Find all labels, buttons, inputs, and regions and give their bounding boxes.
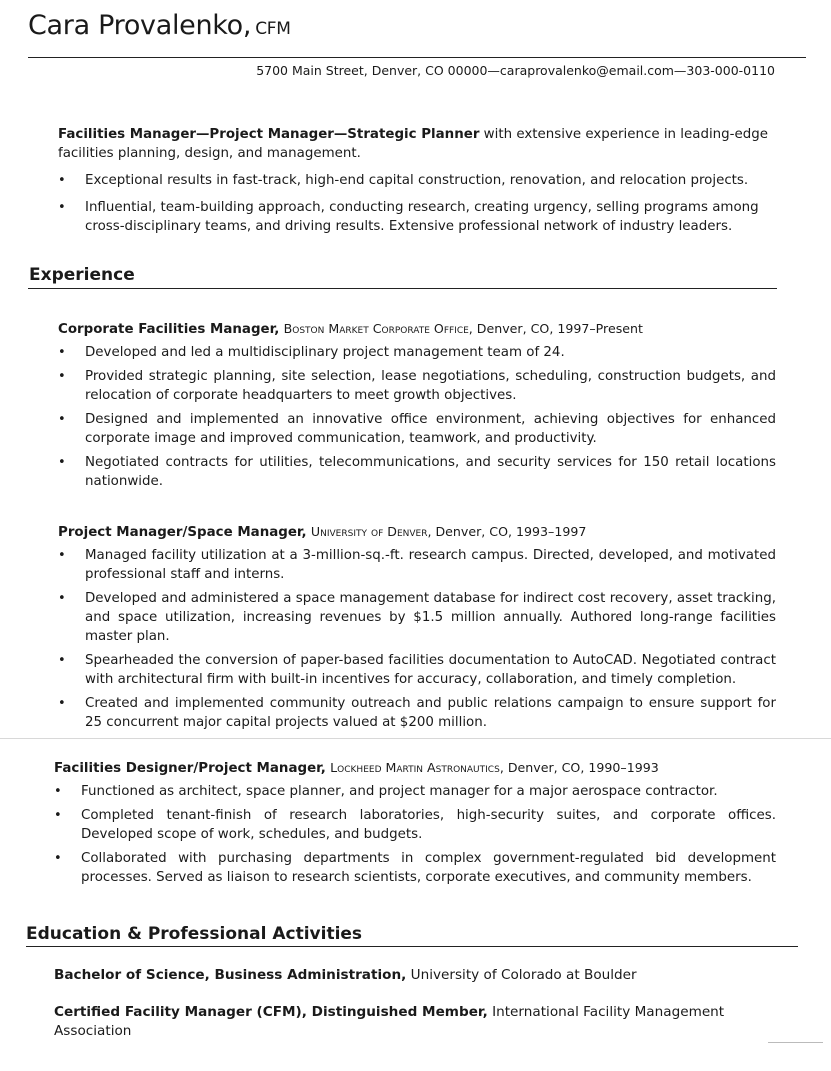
list-item: • Designed and implemented an innovative office environment, achieving objectives for enhanced corporate image and improved communication, teamwork, and productivity. — [58, 410, 776, 448]
job-company: University of Denver — [310, 524, 428, 539]
job-bullets — [54, 782, 776, 887]
job-title: Corporate Facilities Manager, — [58, 322, 280, 337]
job-location: , Denver, CO, 1993–1997 — [427, 524, 587, 539]
job-entry — [54, 758, 776, 892]
job-title: Project Manager/Space Manager, — [58, 525, 307, 540]
summary-text: with extensive experience in leading-edge facilities planning, design, and management. — [58, 127, 768, 161]
list-item: • Completed tenant-finish of research laboratories, high-security suites, and corporate offices. Developed scope of work, schedules, and budgets. — [54, 806, 776, 844]
candidate-name — [28, 10, 291, 41]
job-bullets — [58, 343, 776, 491]
institution: University of Colorado at Boulder — [406, 967, 637, 983]
job-bullets — [58, 546, 776, 732]
education-item — [54, 1003, 774, 1041]
job-company: Boston Market Corporate Office — [283, 321, 469, 336]
list-item: • Developed and administered a space management database for indirect cost recovery, asset tracking, and space utilization, increasing revenues by $1.5 million annually. Authored long-range facilities master plan. — [58, 589, 776, 646]
list-item: • Created and implemented community outreach and public relations campaign to ensure support for 25 concurrent major capital projects valued at $200 million. — [58, 694, 776, 732]
organization: International Facility Management Association — [54, 1004, 725, 1039]
experience-rule — [28, 288, 777, 289]
list-item: • Functioned as architect, space planner, and project manager for a major aerospace contractor. — [54, 782, 776, 801]
education-heading: Education & Professional Activities — [26, 924, 363, 944]
list-item: • Spearheaded the conversion of paper-based facilities documentation to AutoCAD. Negotiated contract with architectural firm with built-in incentives for accuracy, collaboration, and timely completion. — [58, 651, 776, 689]
job-entry — [58, 522, 776, 737]
job-location: , Denver, CO, 1990–1993 — [499, 760, 659, 775]
name-text: Cara Provalenko, — [28, 10, 252, 41]
experience-heading: Experience — [29, 265, 135, 285]
education-rule — [26, 946, 798, 947]
list-item: • Influential, team-building approach, conducting research, creating urgency, selling programs among cross-disciplinary teams, and driving results. Extensive professional network of industry leaders. — [58, 198, 776, 236]
job-header — [58, 319, 776, 339]
list-item: • Exceptional results in fast-track, high-end capital construction, renovation, and relocation projects. — [58, 171, 776, 190]
list-item: • Managed facility utilization at a 3-million-sq.-ft. research campus. Directed, developed, and motivated professional staff and interns. — [58, 546, 776, 584]
summary-lead: Facilities Manager—Project Manager—Strategic Planner — [58, 127, 480, 142]
job-header — [54, 758, 776, 778]
education-item — [54, 966, 774, 985]
job-title: Facilities Designer/Project Manager, — [54, 761, 326, 776]
divider — [0, 738, 831, 739]
list-item: • Negotiated contracts for utilities, telecommunications, and security services for 150 retail locations nationwide. — [58, 453, 776, 491]
job-company: Lockheed Martin Astronautics — [330, 760, 500, 775]
list-item: • Developed and led a multidisciplinary project management team of 24. — [58, 343, 776, 362]
summary-bullets — [58, 171, 776, 236]
credential: CFM — [255, 19, 291, 39]
summary — [58, 125, 776, 236]
job-entry — [58, 319, 776, 496]
list-item: • Collaborated with purchasing departments in complex government-regulated bid development processes. Served as liaison to research scientists, corporate executives, and community members. — [54, 849, 776, 887]
list-item: • Provided strategic planning, site selection, lease negotiations, scheduling, construction budgets, and relocation of corporate headquarters to meet growth objectives. — [58, 367, 776, 405]
summary-intro — [58, 125, 776, 163]
footer-divider — [768, 1042, 823, 1043]
certification: Certified Facility Manager (CFM), Distinguished Member, — [54, 1004, 488, 1020]
contact-info: 5700 Main Street, Denver, CO 00000—caraprovalenko@email.com—303-000-0110 — [256, 63, 775, 78]
job-header — [58, 522, 776, 542]
header-rule — [28, 57, 806, 58]
job-location: , Denver, CO, 1997–Present — [468, 321, 643, 336]
degree: Bachelor of Science, Business Administration, — [54, 967, 407, 983]
